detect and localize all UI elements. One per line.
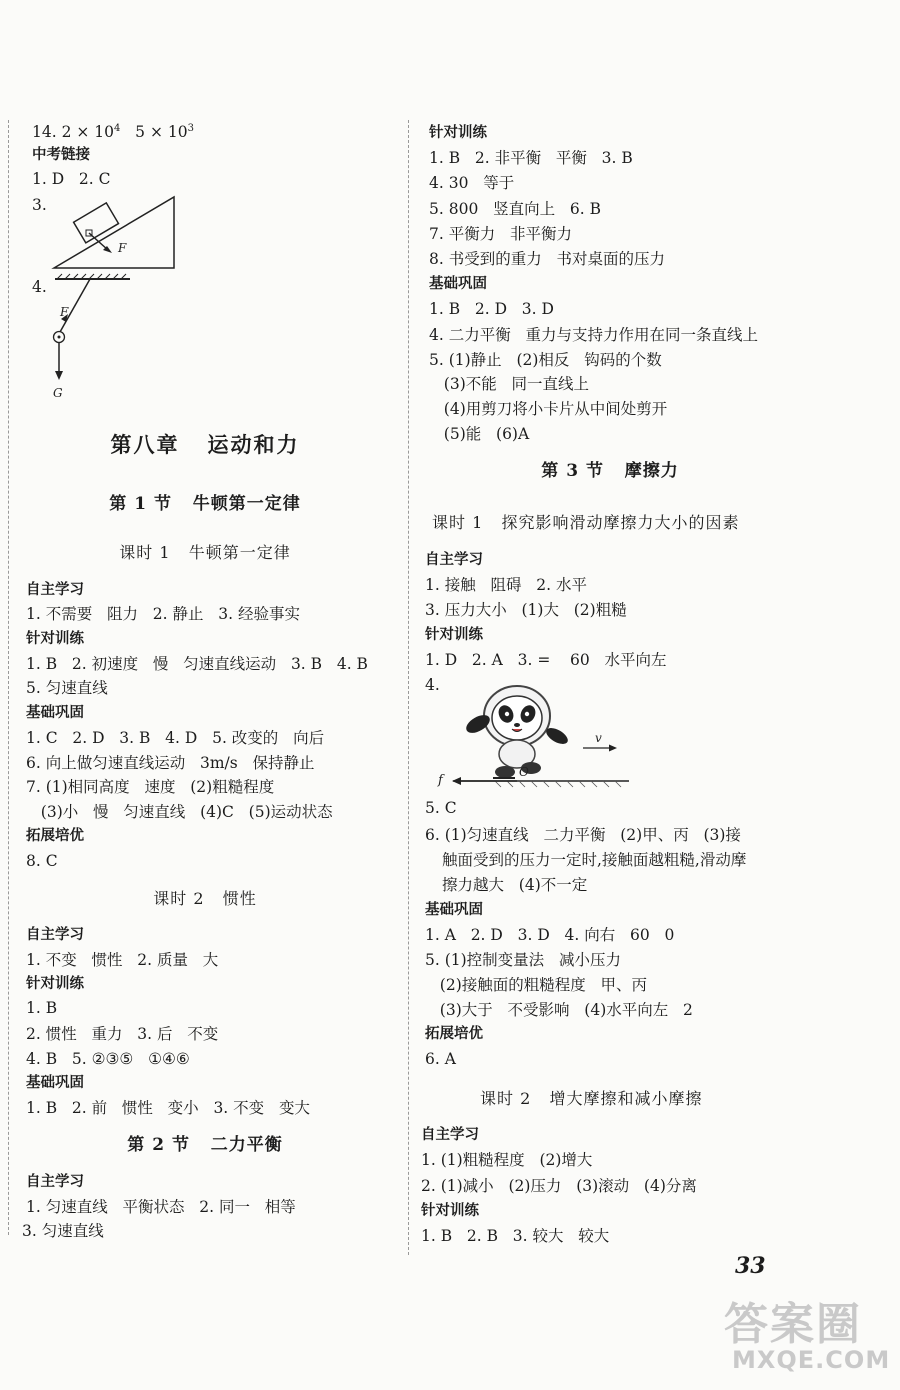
page-number: 33: [735, 1253, 766, 1279]
answer-line: 1. D 2. A 3. = 60 水平向左: [425, 651, 667, 669]
answer-line: 6. A: [425, 1050, 456, 1068]
answer-line: 1. C 2. D 3. B 4. D 5. 改变的 向后: [26, 729, 325, 747]
column-divider-right: [408, 120, 409, 1255]
heading-targeted-practice: 针对训练: [425, 627, 483, 643]
answer-line: 4.: [425, 676, 440, 694]
answer-line: 1. A 2. D 3. D 4. 向右 60 0: [425, 926, 675, 944]
velocity-label: v: [595, 731, 602, 745]
lesson-title: 课时 2 惯性: [153, 889, 257, 908]
answer-line: 8. 书受到的重力 书对桌面的压力: [429, 250, 665, 268]
heading-extension: 拓展培优: [26, 828, 84, 844]
incline-diagram: [50, 195, 180, 270]
answer-line: 8. C: [26, 852, 58, 870]
answer-line: 1. 接触 阻碍 2. 水平: [425, 576, 587, 594]
heading-targeted-practice: 针对训练: [26, 631, 84, 647]
heading-consolidation: 基础巩固: [429, 276, 487, 292]
lesson-title: 课时 1 牛顿第一定律: [119, 543, 291, 562]
answer-line: (2)接触面的粗糙程度 甲、丙: [425, 976, 648, 994]
gravity-label: G: [53, 386, 63, 400]
watermark-line1: 答案圈: [724, 1299, 862, 1350]
heading-zhongkao: 中考链接: [32, 147, 90, 163]
answer-line: 1. B 2. D 3. D: [429, 300, 554, 318]
answer-line: 3. 匀速直线: [22, 1222, 104, 1240]
answer-line: 2. 惯性 重力 3. 后 不变: [26, 1025, 219, 1043]
answer-line: 4. B 5. ②③⑤ ①④⑥: [26, 1050, 190, 1068]
block: [74, 203, 119, 243]
answer-line: 1. B 2. 初速度 慢 匀速直线运动 3. B 4. B: [26, 655, 368, 673]
answer-line: 1. 不变 惯性 2. 质量 大: [26, 951, 219, 969]
answer-line: 2. (1)减小 (2)压力 (3)滚动 (4)分离: [421, 1177, 697, 1195]
heading-targeted-practice: 针对训练: [421, 1203, 479, 1219]
answer-line: 擦力越大 (4)不一定: [442, 876, 588, 894]
answer-line: 1. B: [26, 999, 58, 1017]
answer-line: 触面受到的压力一定时,接触面越粗糙,滑动摩: [442, 851, 747, 869]
section-title: 第 1 节 牛顿第一定律: [109, 494, 301, 514]
watermark: [718, 1288, 898, 1388]
answer-line: 1. B 2. B 3. 较大 较大: [421, 1227, 610, 1245]
incline-triangle: [54, 197, 174, 268]
answer-line: 4. 二力平衡 重力与支持力作用在同一条直线上: [429, 326, 758, 344]
heading-consolidation: 基础巩固: [26, 1075, 84, 1091]
section-title: 第 3 节 摩擦力: [541, 461, 679, 481]
answer-line: 1. 匀速直线 平衡状态 2. 同一 相等: [26, 1198, 296, 1216]
answer-line: (4)用剪刀将小卡片从中间处剪开: [429, 400, 668, 418]
answer-line: 5. 800 竖直向上 6. B: [429, 200, 601, 218]
answer-line: 5. (1)静止 (2)相反 钩码的个数: [429, 351, 662, 369]
heading-self-study: 自主学习: [26, 1174, 84, 1190]
answer-line: 1. D 2. C: [32, 170, 111, 188]
answer-line: 7. (1)相同高度 速度 (2)粗糙程度: [26, 778, 275, 796]
answer-line: 3.: [32, 196, 47, 214]
answer-line: 1. 不需要 阻力 2. 静止 3. 经验事实: [26, 605, 300, 623]
heading-consolidation: 基础巩固: [425, 902, 483, 918]
heading-targeted-practice: 针对训练: [429, 125, 487, 141]
answer-line: 5. C: [425, 799, 457, 817]
column-divider-left: [8, 120, 9, 1235]
answer-line: (5)能 (6)A: [429, 425, 530, 443]
chapter-title: 第八章 运动和力: [110, 432, 300, 457]
answer-line: (3)不能 同一直线上: [429, 375, 590, 393]
origin-label: O: [519, 765, 529, 779]
heading-self-study: 自主学习: [425, 552, 483, 568]
panda-mascot-icon: [463, 686, 570, 778]
heading-self-study: 自主学习: [421, 1127, 479, 1143]
section-title: 第 2 节 二力平衡: [127, 1135, 283, 1155]
lesson-title: 课时 2 增大摩擦和减小摩擦: [480, 1089, 703, 1108]
lesson-title: 课时 1 探究影响滑动摩擦力大小的因素: [432, 513, 740, 532]
answer-line: 7. 平衡力 非平衡力: [429, 225, 572, 243]
heading-extension: 拓展培优: [425, 1026, 483, 1042]
skating-mascot-diagram: [435, 676, 635, 796]
answer-line: 6. (1)匀速直线 二力平衡 (2)甲、丙 (3)接: [425, 826, 741, 844]
answer-line: 6. 向上做匀速直线运动 3m/s 保持静止: [26, 754, 315, 772]
answer-line: 3. 压力大小 (1)大 (2)粗糙: [425, 601, 627, 619]
answer-line: 5. (1)控制变量法 减小压力: [425, 951, 621, 969]
heading-self-study: 自主学习: [26, 582, 84, 598]
heading-self-study: 自主学习: [26, 927, 84, 943]
answer-line: 5. 匀速直线: [26, 679, 108, 697]
heading-targeted-practice: 针对训练: [26, 976, 84, 992]
friction-label: f: [438, 773, 443, 788]
answer-line: 4.: [32, 278, 47, 296]
answer-line: (3)小 慢 匀速直线 (4)C (5)运动状态: [26, 803, 333, 821]
answer-line: 4. 30 等于: [429, 174, 515, 192]
force-label: F: [118, 241, 127, 255]
watermark-line2: MXQE.COM: [732, 1346, 891, 1374]
answer-line: 1. B 2. 非平衡 平衡 3. B: [429, 149, 633, 167]
heading-consolidation: 基础巩固: [26, 705, 84, 721]
tension-label: F: [60, 305, 69, 319]
answer-line: (3)大于 不受影响 (4)水平向左 2: [425, 1001, 693, 1019]
answer-line: 14. $2 \times 10^4$ $5 \times 10^3$: [32, 123, 194, 141]
hanging-ball-diagram: [40, 272, 150, 407]
answer-line: 1. (1)粗糙程度 (2)增大: [421, 1151, 593, 1169]
answer-line: 1. B 2. 前 惯性 变小 3. 不变 变大: [26, 1099, 310, 1117]
